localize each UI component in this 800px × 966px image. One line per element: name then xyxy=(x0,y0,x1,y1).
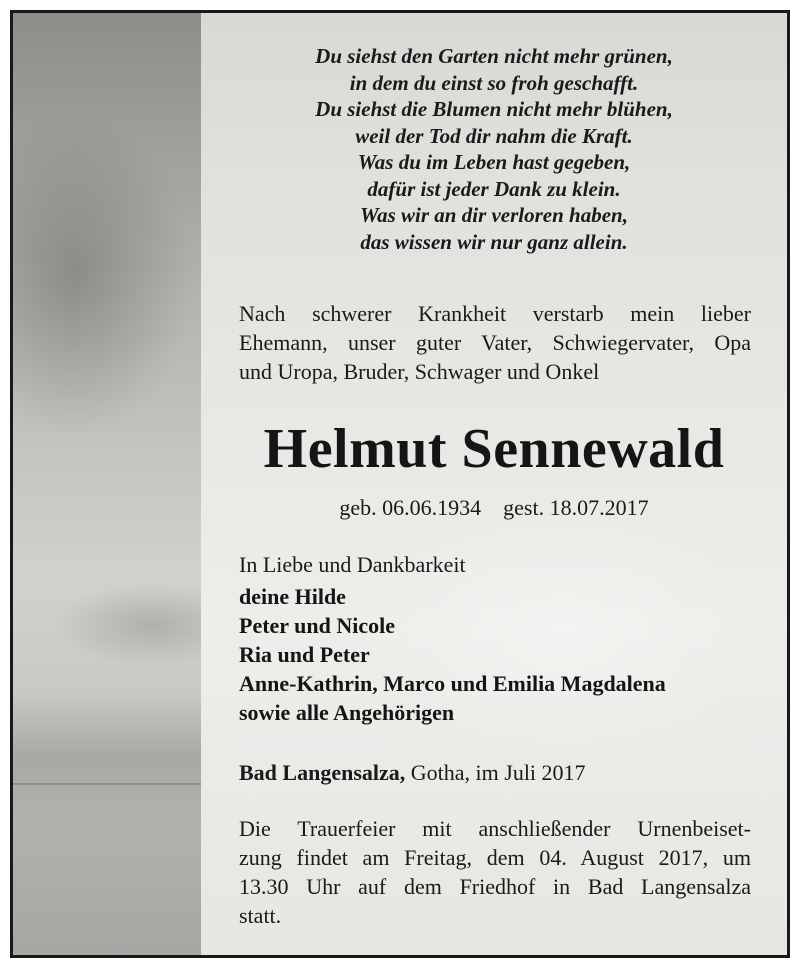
service-line: 13.30 Uhr auf dem Friedhof in Bad Langensalza xyxy=(239,874,751,899)
poem-line: Du siehst den Garten nicht mehr grünen, xyxy=(315,44,673,68)
memorial-poem xyxy=(201,43,787,255)
service-line: Die Trauerfeier mit anschließender Urnenbeiset- xyxy=(239,816,751,841)
mourners-list xyxy=(239,582,666,727)
funeral-service-notice xyxy=(239,814,751,930)
text-panel xyxy=(201,13,787,955)
mourner-entry: Peter und Nicole xyxy=(239,613,396,638)
death-date: gest. 18.07.2017 xyxy=(503,495,649,520)
announcement-line: Ehemann, unser guter Vater, Schwiegervater, Opa xyxy=(239,330,751,355)
deceased-name: Helmut Sennewald xyxy=(263,418,725,480)
place-and-date xyxy=(239,759,586,787)
place-rest: Gotha, im Juli 2017 xyxy=(405,760,586,785)
mourner-entry: Anne-Kathrin, Marco und Emilia Magdalena xyxy=(239,671,666,696)
life-dates xyxy=(201,494,787,522)
poem-line: das wissen wir nur ganz allein. xyxy=(360,229,628,254)
mourner-entry: sowie alle Angehörigen xyxy=(239,700,455,725)
poem-line: dafür ist jeder Dank zu klein. xyxy=(367,176,621,201)
mourner-entry: Ria und Peter xyxy=(239,642,370,667)
place-town: Bad Langensalza, xyxy=(239,760,406,785)
birth-date: geb. 06.06.1934 xyxy=(339,495,482,520)
service-line: statt. xyxy=(239,903,282,928)
poem-line: Du siehst die Blumen nicht mehr blühen, xyxy=(315,97,673,121)
sky-photo-strip xyxy=(13,13,201,955)
obituary-frame xyxy=(10,10,790,958)
poem-line: Was du im Leben hast gegeben, xyxy=(357,150,631,174)
poem-line: in dem du einst so froh geschafft. xyxy=(349,70,639,95)
mourner-entry: deine Hilde xyxy=(239,584,346,609)
poem-line: weil der Tod dir nahm die Kraft. xyxy=(355,123,633,148)
announcement-line: Nach schwerer Krankheit verstarb mein lieber xyxy=(239,301,751,326)
photo-horizon xyxy=(13,783,201,785)
death-announcement xyxy=(239,299,751,386)
poem-line: Was wir an dir verloren haben, xyxy=(360,203,628,227)
announcement-line: und Uropa, Bruder, Schwager und Onkel xyxy=(239,359,600,384)
service-line: zung findet am Freitag, dem 04. August 2017, um xyxy=(239,845,751,870)
dedication-intro: In Liebe und Dankbarkeit xyxy=(239,552,466,577)
